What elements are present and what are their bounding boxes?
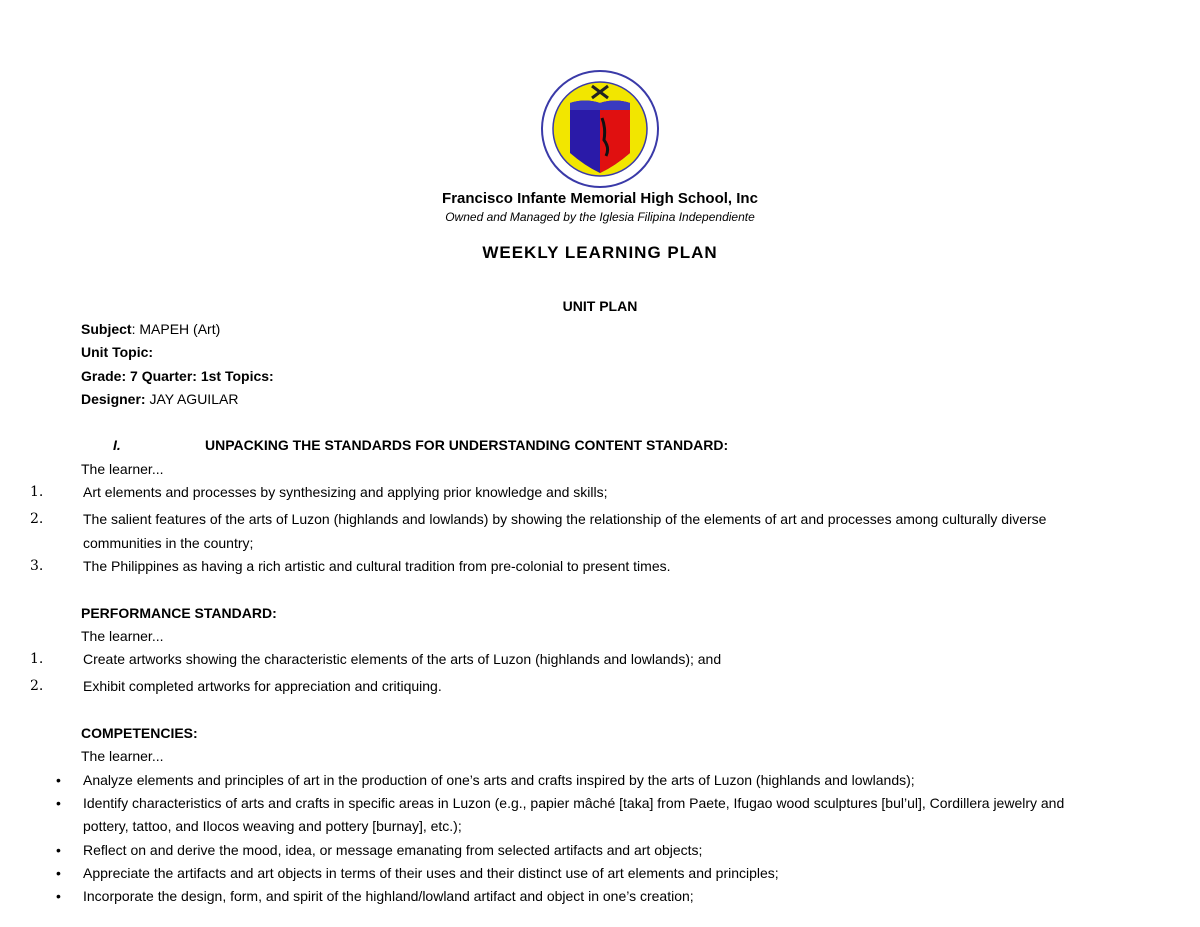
quarter-value: : 1st: [192, 367, 225, 384]
item-text: Identify characteristics of arts and crafts in specific areas in Luzon (e.g., papier mâché [taka] from Paete, Ifugao wood sculptures [bul’ul], Cordillera jewelry and pottery, tattoo, and Ilocos weaving and pottery [burnay], etc.);: [83, 794, 1065, 835]
list-marker: 1.: [30, 651, 44, 668]
section-heading: [0, 434, 1200, 457]
topics-label: Topics:: [224, 367, 274, 384]
performance-item: [0, 648, 1113, 671]
bullet-icon: •: [56, 771, 61, 788]
quarter-label: Quarter: [141, 367, 193, 384]
school-name: Francisco Infante Memorial High School, Inc: [442, 190, 758, 207]
content-standard-item: [0, 555, 1113, 578]
performance-heading: PERFORMANCE STANDARD:: [81, 604, 277, 621]
subject-line: [0, 318, 1200, 341]
competency-item: [0, 792, 1113, 839]
item-text: Art elements and processes by synthesizing and applying prior knowledge and skills;: [83, 484, 608, 501]
grade-value: 7: [126, 367, 142, 384]
learner-intro: The learner...: [81, 627, 164, 644]
document-title: WEEKLY LEARNING PLAN: [482, 243, 718, 262]
unit-plan-heading: UNIT PLAN: [562, 298, 638, 314]
bullet-icon: •: [56, 888, 61, 905]
content-standard-item: [0, 508, 1113, 555]
section-numeral: I.: [113, 437, 121, 454]
learner-intro: The learner...: [81, 460, 164, 477]
list-marker: 2.: [30, 678, 44, 695]
item-text: The salient features of the arts of Luzon (highlands and lowlands) by showing the relationship of the elements of art and processes among culturally diverse communities in the country;: [83, 511, 1047, 551]
designer-value: JAY AGUILAR: [145, 390, 239, 407]
grade-line: [0, 365, 1200, 388]
bullet-icon: •: [56, 794, 61, 811]
content-standard-item: [0, 481, 1113, 504]
item-text: Create artworks showing the characteristic elements of the arts of Luzon (highlands and lowlands); and: [83, 651, 722, 668]
item-text: Reflect on and derive the mood, idea, or message emanating from selected artifacts and art objects;: [83, 841, 703, 858]
list-marker: 3.: [30, 557, 44, 574]
section-title: UNPACKING THE STANDARDS FOR UNDERSTANDING CONTENT STANDARD:: [205, 437, 729, 454]
learner-intro: The learner...: [81, 748, 164, 765]
competency-item: [0, 862, 1113, 885]
bullet-icon: •: [56, 864, 61, 881]
competency-item: [0, 839, 1113, 862]
competency-item: [0, 885, 1113, 908]
performance-item: [0, 675, 1113, 698]
item-text: The Philippines as having a rich artistic and cultural tradition from pre-colonial to present times.: [83, 557, 671, 574]
list-marker: 2.: [30, 511, 44, 528]
designer-label: Designer:: [81, 390, 146, 407]
competencies-heading: COMPETENCIES:: [81, 725, 198, 742]
school-seal-logo: [540, 68, 660, 190]
grade-label: Grade:: [81, 367, 127, 384]
item-text: Incorporate the design, form, and spirit of the highland/lowland artifact and object in one’s creation;: [83, 888, 694, 905]
subject-label: Subject: [81, 321, 132, 337]
document-body: [0, 318, 1200, 908]
item-text: Appreciate the artifacts and art objects in terms of their uses and their distinct use of art elements and principles;: [83, 864, 779, 881]
bullet-icon: •: [56, 841, 61, 858]
subject-value: : MAPEH (Art): [131, 321, 221, 337]
designer-line: [0, 388, 1200, 411]
item-text: Analyze elements and principles of art in the production of one’s arts and crafts inspired by the arts of Luzon (highlands and lowlands);: [83, 771, 915, 788]
competency-item: [0, 769, 1113, 792]
list-marker: 1.: [30, 484, 44, 501]
item-text: Exhibit completed artworks for appreciation and critiquing.: [83, 678, 442, 695]
unit-topic-line: Unit Topic:: [81, 344, 154, 361]
owned-by: Owned and Managed by the Iglesia Filipina Independiente: [445, 210, 755, 224]
